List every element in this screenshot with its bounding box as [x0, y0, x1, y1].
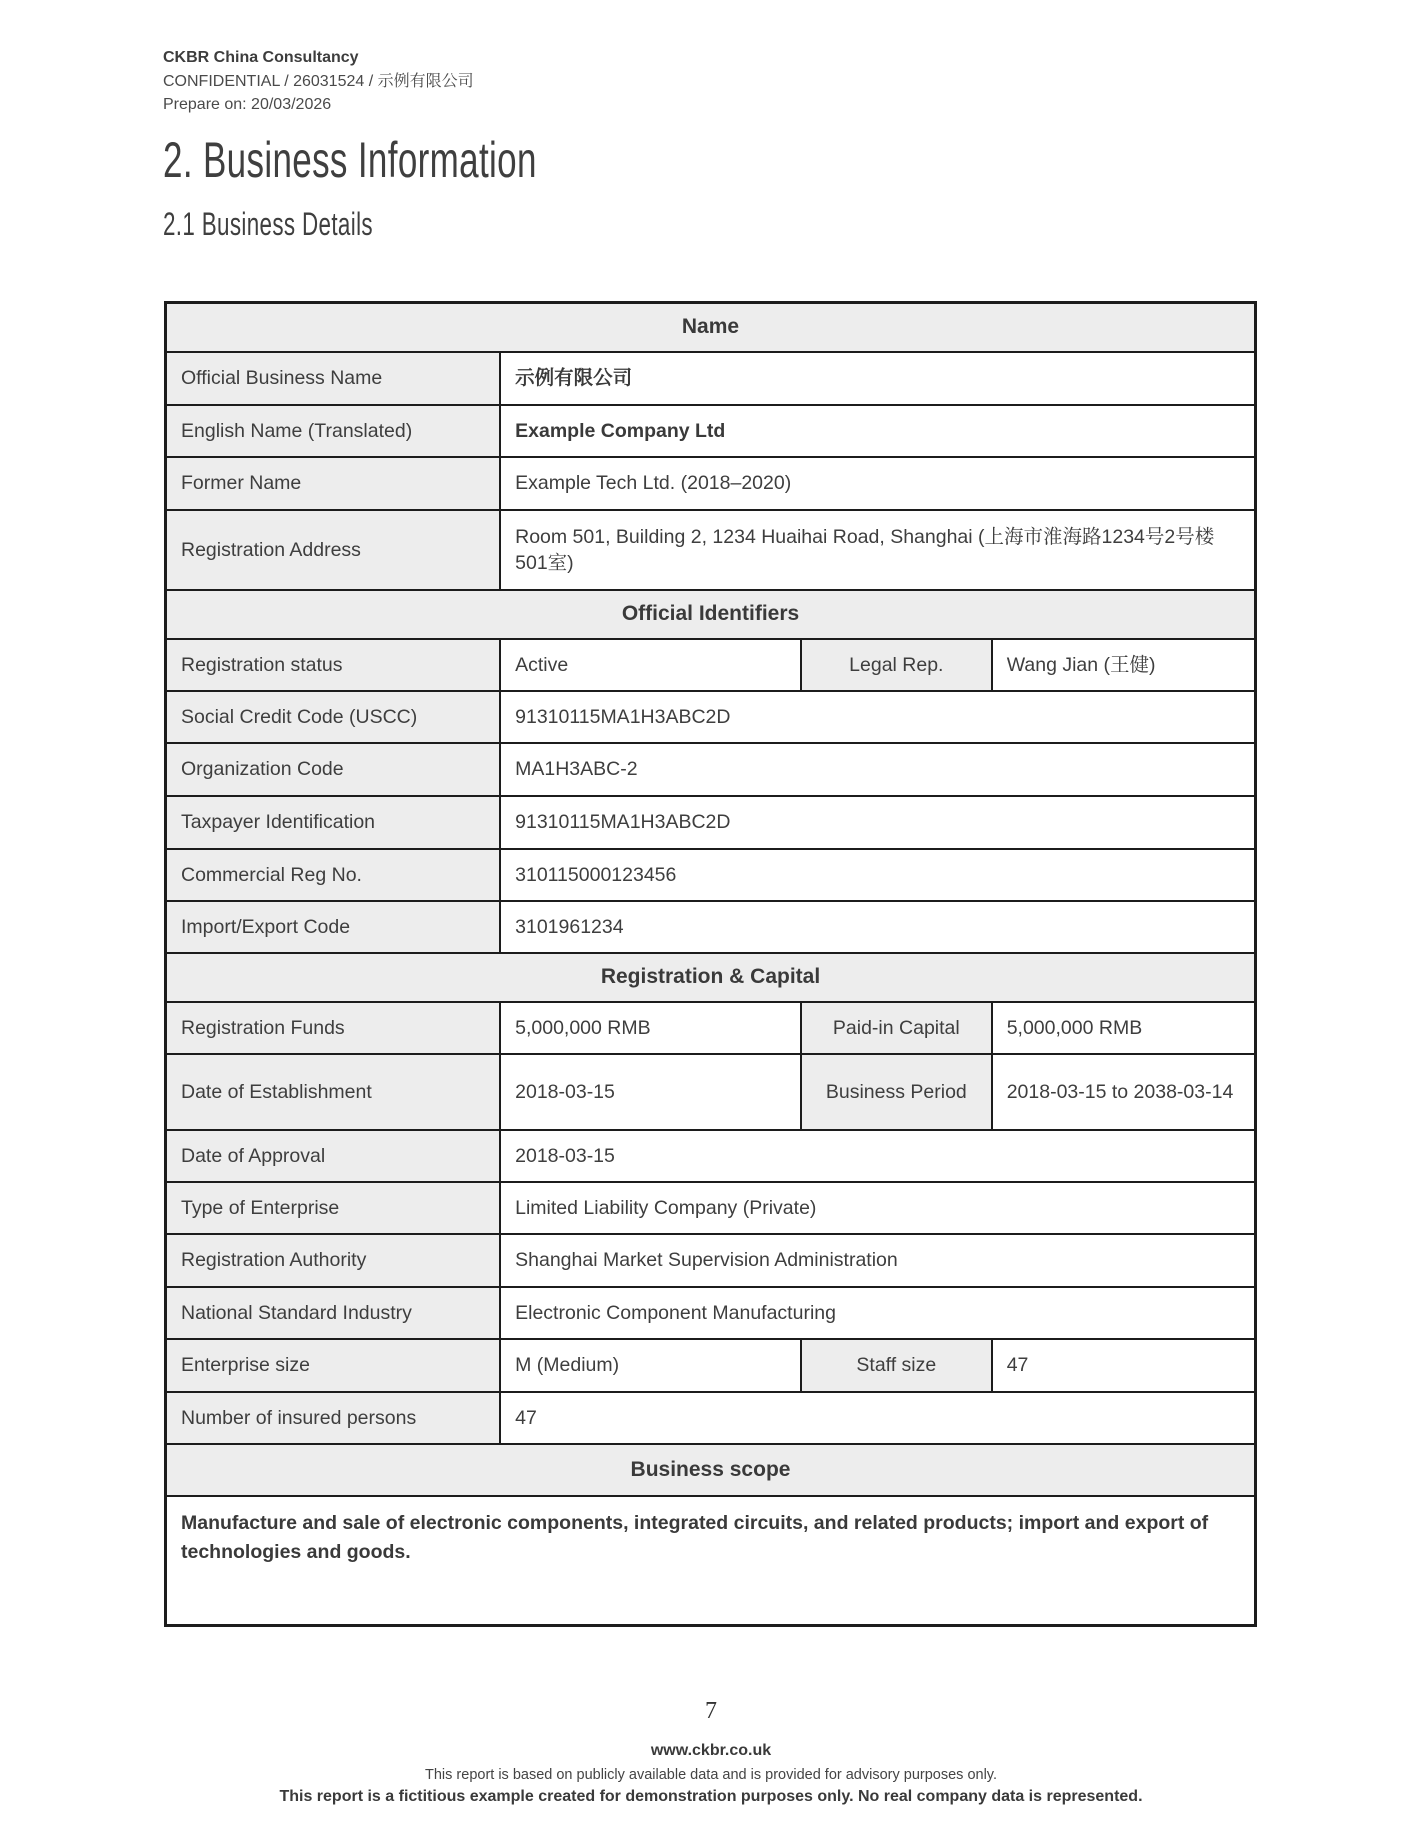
row-subvalue: 5,000,000 RMB: [992, 1002, 1256, 1054]
business-scope-paragraph: Manufacture and sale of electronic components, integrated circuits, and related products; import and export of technologies and goods.: [166, 1496, 1256, 1626]
row-value: Example Tech Ltd. (2018–2020): [500, 457, 1255, 510]
row-registration-address: [166, 510, 1256, 590]
row-commercial-reg-no: [166, 849, 1256, 901]
row-sublabel: Paid-in Capital: [801, 1002, 992, 1054]
row-value: MA1H3ABC-2: [500, 743, 1255, 796]
row-label: Organization Code: [166, 743, 501, 796]
row-english-name: [166, 405, 1256, 457]
row-enterprise-size: [166, 1339, 1256, 1392]
row-taxpayer-identification: [166, 796, 1256, 849]
row-value: 5,000,000 RMB: [500, 1002, 801, 1054]
advisory-note: This report is based on publicly available data and is provided for advisory purposes only.: [425, 1767, 997, 1783]
row-label: Date of Approval: [166, 1130, 501, 1182]
row-import-export-code: [166, 901, 1256, 953]
row-label: Taxpayer Identification: [166, 796, 501, 849]
row-value: M (Medium): [500, 1339, 801, 1392]
row-official-business-name: [166, 352, 1256, 405]
row-label: Registration Authority: [166, 1234, 501, 1287]
row-label: English Name (Translated): [166, 405, 501, 457]
row-social-credit-code: [166, 691, 1256, 743]
row-label: Social Credit Code (USCC): [166, 691, 501, 743]
row-value: Electronic Component Manufacturing: [500, 1287, 1255, 1339]
row-former-name: [166, 457, 1256, 510]
website-text: www.ckbr.co.uk: [650, 1742, 772, 1759]
page-number: 7: [705, 1698, 717, 1724]
row-label: Registration Address: [166, 510, 501, 590]
row-label: Commercial Reg No.: [166, 849, 501, 901]
row-organization-code: [166, 743, 1256, 796]
row-label: Type of Enterprise: [166, 1182, 501, 1234]
row-subvalue: 2018-03-15 to 2038-03-14: [992, 1054, 1256, 1130]
section-header-label: Registration & Capital: [166, 953, 1256, 1002]
row-value: 310115000123456: [500, 849, 1255, 901]
section-header-label: Name: [166, 303, 1256, 352]
row-label: Registration Funds: [166, 1002, 501, 1054]
business-details-table: [164, 301, 1257, 1627]
row-sublabel: Business Period: [801, 1054, 992, 1130]
prepared-on-line: Prepare on: 20/03/2026: [163, 96, 332, 113]
row-subvalue: 47: [992, 1339, 1256, 1392]
row-value: 91310115MA1H3ABC2D: [500, 691, 1255, 743]
section-header-capital: [166, 953, 1256, 1002]
row-business-scope-text: [166, 1496, 1256, 1626]
disclaimer-note: This report is a fictitious example created for demonstration purposes only. No real company data is represented.: [279, 1788, 1143, 1805]
row-value: Example Company Ltd: [500, 405, 1255, 457]
row-label: Former Name: [166, 457, 501, 510]
row-value: 2018-03-15: [500, 1054, 801, 1130]
row-value: 示例有限公司: [500, 352, 1255, 405]
row-registration-funds: [166, 1002, 1256, 1054]
row-registration-status: [166, 639, 1256, 691]
row-value: 3101961234: [500, 901, 1255, 953]
row-date-of-establishment: [166, 1054, 1256, 1130]
page-footer: [0, 1698, 1422, 1806]
row-label: Date of Establishment: [166, 1054, 501, 1130]
running-header: [163, 46, 474, 117]
section-header-label: Official Identifiers: [166, 590, 1256, 639]
section-header-identifiers: [166, 590, 1256, 639]
row-value: 47: [500, 1392, 1255, 1444]
row-national-standard-industry: [166, 1287, 1256, 1339]
section-header-name: [166, 303, 1256, 352]
confidential-line: CONFIDENTIAL / 26031524 / 示例有限公司: [163, 72, 474, 90]
row-subvalue: Wang Jian (王健): [992, 639, 1256, 691]
row-type-of-enterprise: [166, 1182, 1256, 1234]
row-sublabel: Legal Rep.: [801, 639, 992, 691]
consultancy-name: CKBR China Consultancy: [163, 49, 359, 66]
row-label: Enterprise size: [166, 1339, 501, 1392]
row-value: Shanghai Market Supervision Administration: [500, 1234, 1255, 1287]
section-header-label: Business scope: [166, 1444, 1256, 1496]
row-label: Number of insured persons: [166, 1392, 501, 1444]
row-number-of-insured-persons: [166, 1392, 1256, 1444]
row-label: Import/Export Code: [166, 901, 501, 953]
section-title: 2. Business Information: [163, 132, 537, 188]
row-label: Registration status: [166, 639, 501, 691]
row-date-of-approval: [166, 1130, 1256, 1182]
row-value: 2018-03-15: [500, 1130, 1255, 1182]
row-value: Limited Liability Company (Private): [500, 1182, 1255, 1234]
row-value: 91310115MA1H3ABC2D: [500, 796, 1255, 849]
section-header-business-scope: [166, 1444, 1256, 1496]
row-label: National Standard Industry: [166, 1287, 501, 1339]
row-value: Active: [500, 639, 801, 691]
row-sublabel: Staff size: [801, 1339, 992, 1392]
subsection-title: 2.1 Business Details: [163, 206, 373, 242]
row-label: Official Business Name: [166, 352, 501, 405]
row-value: Room 501, Building 2, 1234 Huaihai Road, Shanghai (上海市淮海路1234号2号楼501室): [500, 510, 1255, 590]
row-registration-authority: [166, 1234, 1256, 1287]
